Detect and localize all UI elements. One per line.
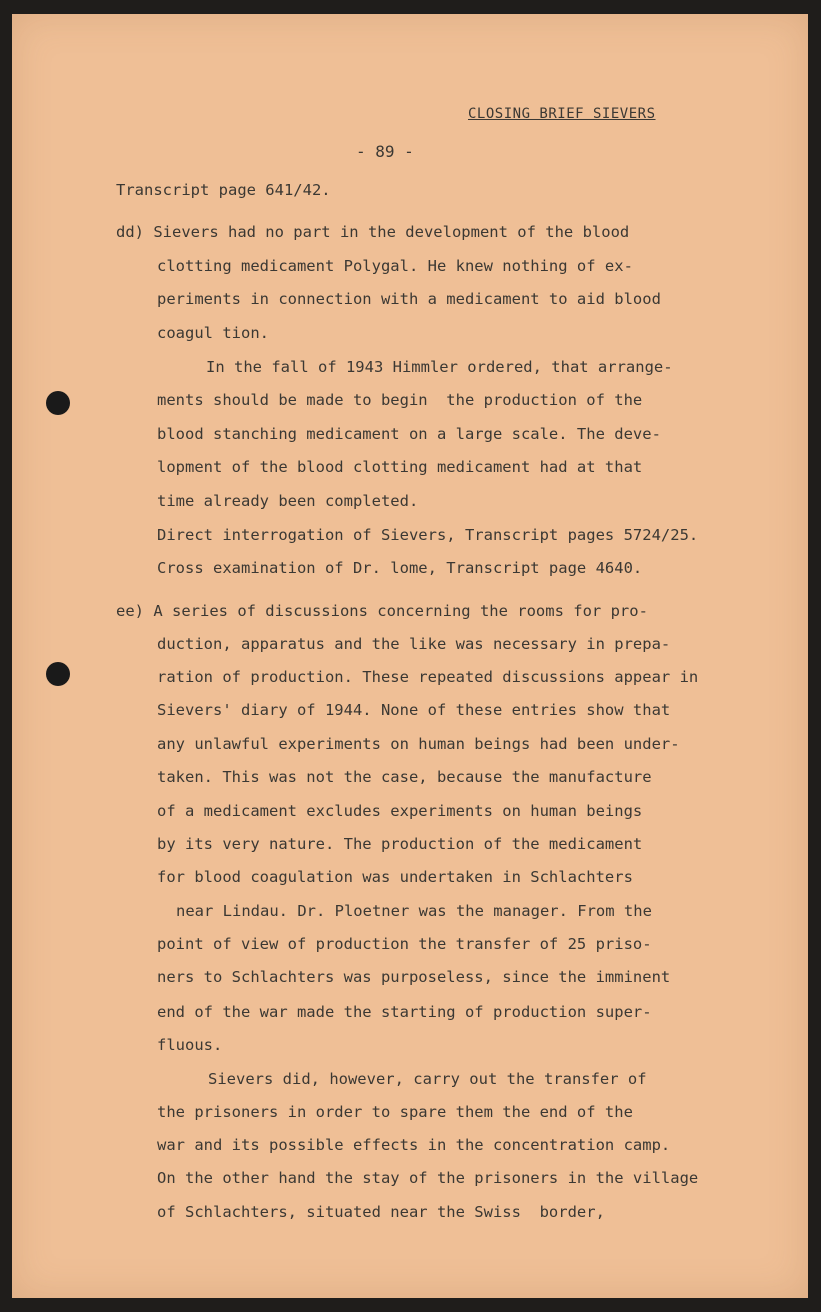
text-line: Transcript page 641/42. bbox=[116, 181, 331, 199]
text-line: end of the war made the starting of production super- bbox=[157, 1003, 652, 1021]
text-line: ners to Schlachters was purposeless, since the imminent bbox=[157, 968, 671, 986]
text-line: of a medicament excludes experiments on human beings bbox=[157, 802, 643, 820]
text-line: coagul tion. bbox=[157, 324, 269, 342]
text-line: Direct interrogation of Sievers, Transcript pages 5724/25. bbox=[157, 526, 699, 544]
text-line: the prisoners in order to spare them the end of the bbox=[157, 1103, 633, 1121]
punch-hole bbox=[46, 662, 70, 686]
text-line: time already been completed. bbox=[157, 492, 419, 510]
text-line: On the other hand the stay of the prisoners in the village bbox=[157, 1169, 699, 1187]
text-line: near Lindau. Dr. Ploetner was the manager. From the bbox=[176, 902, 652, 920]
text-line: dd) Sievers had no part in the development of the blood bbox=[116, 223, 630, 241]
text-line: Sievers' diary of 1944. None of these entries show that bbox=[157, 701, 671, 719]
text-line: periments in connection with a medicament to aid blood bbox=[157, 290, 661, 308]
text-line: blood stanching medicament on a large scale. The deve- bbox=[157, 425, 661, 443]
page-number: - 89 - bbox=[356, 142, 414, 161]
text-line: In the fall of 1943 Himmler ordered, that arrange- bbox=[206, 358, 673, 376]
text-line: ments should be made to begin the production of the bbox=[157, 391, 643, 409]
text-line: Sievers did, however, carry out the transfer of bbox=[208, 1070, 647, 1088]
text-line: for blood coagulation was undertaken in Schlachters bbox=[157, 868, 633, 886]
text-line: point of view of production the transfer of 25 priso- bbox=[157, 935, 652, 953]
text-line: duction, apparatus and the like was necessary in prepa- bbox=[157, 635, 671, 653]
text-line: taken. This was not the case, because the manufacture bbox=[157, 768, 652, 786]
text-line: ee) A series of discussions concerning the rooms for pro- bbox=[116, 602, 648, 620]
text-line: war and its possible effects in the concentration camp. bbox=[157, 1136, 671, 1154]
document-header: CLOSING BRIEF SIEVERS bbox=[468, 106, 656, 122]
document-page bbox=[12, 14, 808, 1298]
text-line: by its very nature. The production of the medicament bbox=[157, 835, 643, 853]
punch-hole bbox=[46, 391, 70, 415]
text-line: any unlawful experiments on human beings had been under- bbox=[157, 735, 680, 753]
text-line: lopment of the blood clotting medicament had at that bbox=[157, 458, 643, 476]
text-line: fluous. bbox=[157, 1036, 223, 1054]
text-line: ration of production. These repeated discussions appear in bbox=[157, 668, 699, 686]
text-line: of Schlachters, situated near the Swiss border, bbox=[157, 1203, 605, 1221]
text-line: clotting medicament Polygal. He knew nothing of ex- bbox=[157, 257, 633, 275]
text-line: Cross examination of Dr. lome, Transcript page 4640. bbox=[157, 559, 643, 577]
